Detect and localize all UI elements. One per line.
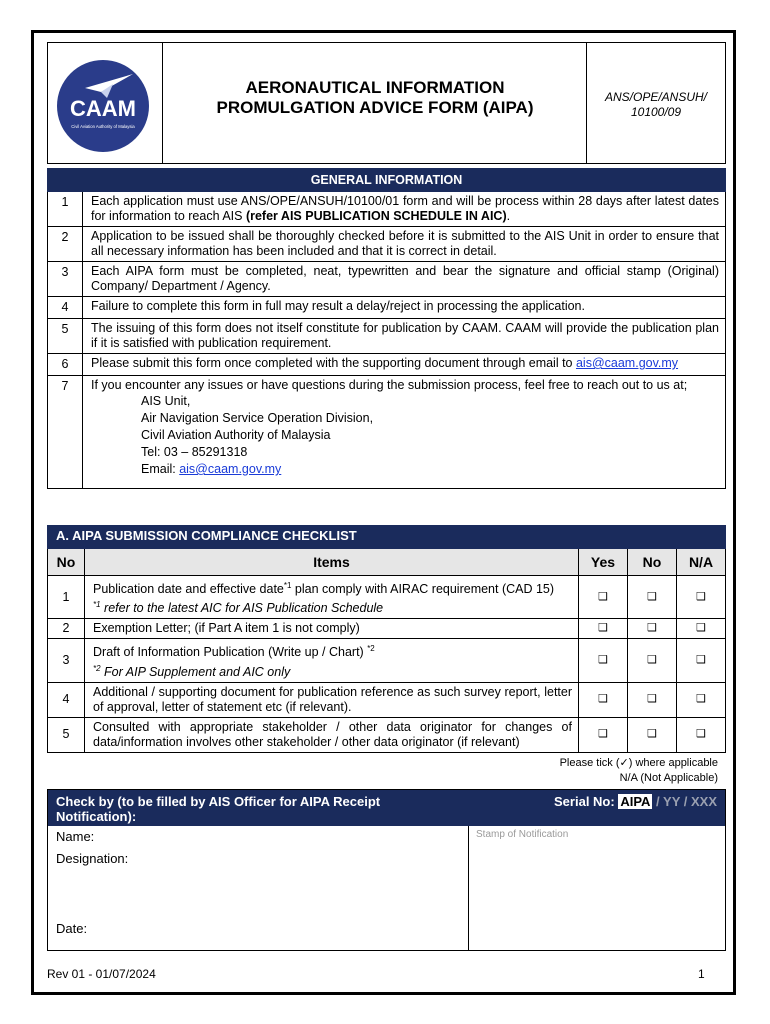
form-title-line2: PROMULGATION ADVICE FORM (AIPA) (216, 98, 534, 117)
item-number: 4 (48, 297, 83, 319)
address-line: AIS Unit, (141, 394, 191, 408)
item-text: The issuing of this form does not itself constitute for publication by CAAM. CAAM will provide the publication plan if it is satisfied with publication requirement. (83, 319, 726, 354)
item-note (93, 665, 290, 679)
serial-separator: / (652, 794, 664, 809)
address-tel: Tel: 03 – 85291318 (141, 445, 248, 459)
item-number: 1 (48, 192, 83, 227)
na-checkbox[interactable]: ❑ (677, 682, 726, 717)
receipt-header-bar (48, 790, 725, 826)
item-text-main: If you encounter any issues or have questions during the submission process, feel free to reach out to us at; (91, 378, 688, 392)
item-text (83, 354, 726, 376)
receipt-section (47, 789, 726, 951)
serial-label: Serial No: (554, 794, 619, 809)
table-row (48, 717, 726, 752)
no-checkbox[interactable]: ❑ (628, 576, 677, 619)
item-text: Application to be issued shall be thoroughly checked before it is submitted to the AIS Unit in order to ensure that all necessary information has been included and that it is correct in detail. (83, 227, 726, 262)
page-number: 1 (698, 967, 705, 981)
form-title-line1: AERONAUTICAL INFORMATION (245, 78, 505, 97)
caam-logo (55, 58, 151, 154)
item-number: 3 (48, 262, 83, 297)
yes-checkbox[interactable]: ❑ (579, 682, 628, 717)
row-number: 4 (48, 682, 85, 717)
na-checkbox[interactable]: ❑ (677, 639, 726, 682)
na-checkbox[interactable]: ❑ (677, 717, 726, 752)
row-item (85, 576, 579, 619)
item-text-main: Each application must use ANS/OPE/ANSUH/10100/01 form and will be process within 28 days after latest dates for information to reach AIS (91, 194, 719, 223)
note-text: For AIP Supplement and AIC only (100, 664, 291, 679)
column-header-yes: Yes (579, 549, 628, 576)
logo-text: CAAM (70, 96, 136, 121)
table-row (48, 619, 726, 639)
row-item: Consulted with appropriate stakeholder / other data originator for changes of data/information involves other stakeholder / other data originator (if relevant) (85, 717, 579, 752)
footnote-ref: *2 (93, 663, 101, 673)
item-note (93, 601, 383, 615)
general-information-table (47, 168, 726, 489)
serial-year: YY (663, 794, 681, 809)
footnote-ref: *2 (367, 644, 375, 654)
form-title (170, 78, 580, 118)
tick-note (560, 756, 718, 786)
yes-checkbox[interactable]: ❑ (579, 639, 628, 682)
header-divider-left (162, 42, 163, 164)
address-line: Civil Aviation Authority of Malaysia (141, 428, 331, 442)
receipt-title: Check by (to be filled by AIS Officer for AIPA Receipt Notification): (56, 794, 381, 824)
table-row (48, 297, 726, 319)
item-text: Each AIPA form must be completed, neat, typewritten and bear the signature and official stamp (Original) Company/ Department / Agency. (83, 262, 726, 297)
column-header-no: No (48, 549, 85, 576)
serial-number (554, 794, 717, 809)
item-text: Failure to complete this form in full may result a delay/reject in processing the application. (83, 297, 726, 319)
yes-checkbox[interactable]: ❑ (579, 576, 628, 619)
item-text-after: . (506, 209, 511, 223)
yes-checkbox[interactable]: ❑ (579, 619, 628, 639)
row-item: Exemption Letter; (if Part A item 1 is not comply) (85, 619, 579, 639)
receipt-divider (468, 826, 469, 950)
table-row (48, 192, 726, 227)
item-number: 5 (48, 319, 83, 354)
stamp-area-label: Stamp of Notification (476, 829, 569, 840)
form-code (586, 90, 726, 120)
item-text: Draft of Information Publication (Write up / Chart) (93, 645, 368, 660)
item-text-cont: plan comply with AIRAC requirement (CAD 15) (291, 582, 555, 597)
item-text-main: Please submit this form once completed with the supporting document through email to (91, 356, 576, 370)
row-number: 2 (48, 619, 85, 639)
general-information-heading: GENERAL INFORMATION (48, 169, 726, 192)
no-checkbox[interactable]: ❑ (628, 639, 677, 682)
serial-prefix: AIPA (620, 794, 651, 809)
serial-sequence: XXX (690, 794, 717, 809)
row-number: 3 (48, 639, 85, 682)
footnote-ref: *1 (283, 581, 292, 590)
table-row (48, 639, 726, 682)
column-header-na: N/A (677, 549, 726, 576)
table-row (48, 227, 726, 262)
email-link[interactable]: ais@caam.gov.my (575, 356, 679, 370)
item-text-bold: (refer AIS PUBLICATION SCHEDULE IN AIC) (245, 209, 507, 223)
checklist-heading: A. AIPA SUBMISSION COMPLIANCE CHECKLIST (48, 526, 726, 549)
address-email (141, 461, 719, 478)
item-number: 7 (48, 376, 83, 489)
revision-label: Rev 01 - 01/07/2024 (47, 967, 156, 981)
row-item: Additional / supporting document for publication reference as such survey report, letter of approval, letter of statement etc (if relevant). (85, 682, 579, 717)
item-text (83, 192, 726, 227)
form-code-line1: ANS/OPE/ANSUH/ (604, 90, 708, 104)
note-text: refer to the latest AIC for AIS Publication Schedule (100, 601, 384, 616)
checklist-header-row (48, 549, 726, 576)
yes-checkbox[interactable]: ❑ (579, 717, 628, 752)
na-checkbox[interactable]: ❑ (677, 576, 726, 619)
item-number: 2 (48, 227, 83, 262)
table-row (48, 682, 726, 717)
serial-separator: / (680, 794, 691, 809)
address-line: Air Navigation Service Operation Division, (141, 411, 374, 425)
compliance-checklist-table (47, 525, 726, 753)
designation-field[interactable]: Designation: (56, 851, 129, 866)
item-text (83, 376, 726, 489)
table-row (48, 319, 726, 354)
table-row (48, 576, 726, 619)
email-label: Email: (141, 462, 180, 476)
item-text: Publication date and effective date (93, 582, 284, 597)
date-field[interactable]: Date: (56, 921, 88, 936)
item-number: 6 (48, 354, 83, 376)
contact-address (91, 393, 719, 486)
footnote-ref: *1 (93, 600, 101, 610)
no-checkbox[interactable]: ❑ (628, 619, 677, 639)
table-row (48, 262, 726, 297)
table-row (48, 376, 726, 489)
na-checkbox[interactable]: ❑ (677, 619, 726, 639)
no-checkbox[interactable]: ❑ (628, 682, 677, 717)
column-header-no2: No (628, 549, 677, 576)
table-row (48, 354, 726, 376)
form-code-line2: 10100/09 (630, 105, 682, 119)
no-checkbox[interactable]: ❑ (628, 717, 677, 752)
row-number: 1 (48, 576, 85, 619)
column-header-items: Items (85, 549, 579, 576)
name-field[interactable]: Name: (56, 829, 95, 844)
tick-note-line2: N/A (Not Applicable) (619, 772, 718, 784)
row-number: 5 (48, 717, 85, 752)
email-link[interactable]: ais@caam.gov.my (179, 462, 282, 476)
row-item (85, 639, 579, 682)
logo-subtitle: Civil Aviation Authority of Malaysia (71, 124, 135, 129)
tick-note-line1: Please tick (✓) where applicable (559, 757, 718, 769)
